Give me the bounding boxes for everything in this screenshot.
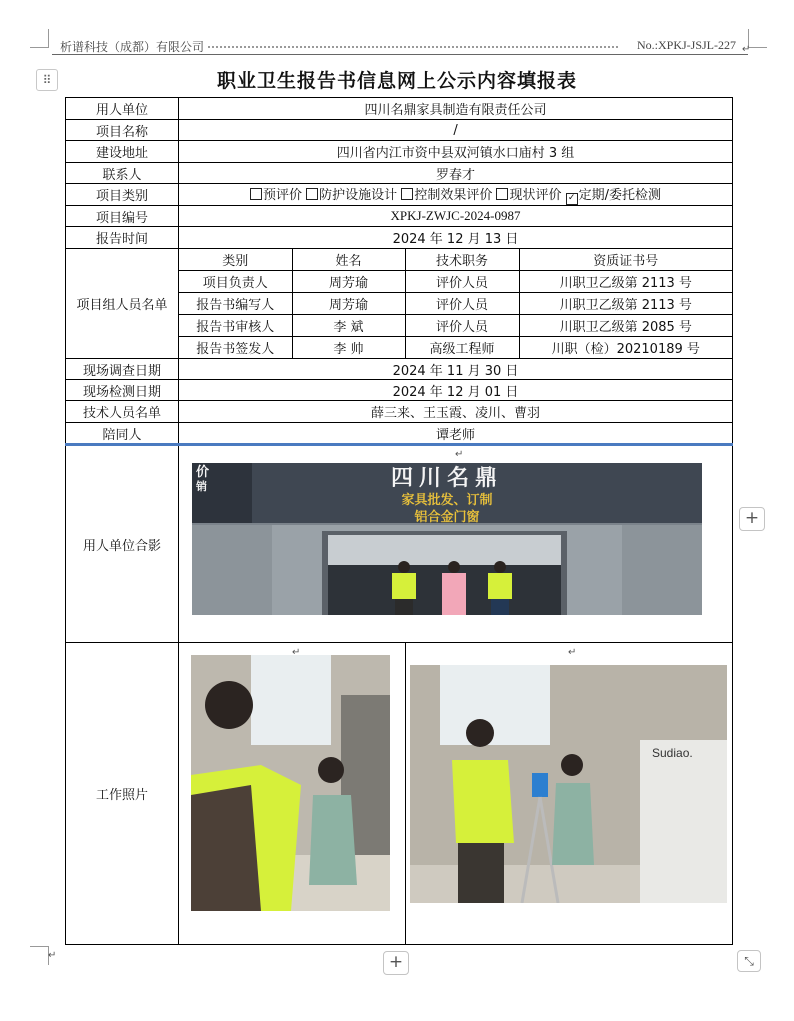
table-resize-icon[interactable]: ⤡ [737,950,761,972]
add-column-button[interactable]: + [739,507,765,531]
row-report-date [66,227,733,249]
team-name: 周芳瑜 [292,271,405,293]
work-photo-2-drawing [410,665,727,903]
sign-left-char-2: 销 [196,480,207,493]
team-cert: 川职卫乙级第 2113 号 [519,293,732,315]
team-header-role: 类别 [179,249,292,271]
sign-sub-text-2: 铝合金门窗 [414,510,480,525]
team-row [179,337,732,359]
paragraph-mark-icon: ↵ [292,647,301,658]
sign-sub-text-1: 家具批发、订制 [401,493,493,508]
value-employer: 四川名鼎家具制造有限责任公司 [179,98,733,120]
row-employer [66,98,733,120]
label-contact: 联系人 [66,163,179,184]
value-tech-staff: 薛三来、王玉霞、凌川、曹羽 [179,401,733,423]
row-project-type [66,184,733,206]
paragraph-mark-icon: ↵ [48,950,57,961]
value-survey-date: 2024 年 11 月 30 日 [179,359,733,380]
row-team [66,249,733,359]
label-survey-date: 现场调查日期 [66,359,179,380]
value-accompany: 谭老师 [179,423,733,445]
label-group-photo: 用人单位合影 [66,445,179,643]
work-photo-1-image [191,655,390,911]
team-header-name: 姓名 [292,249,405,271]
team-role: 项目负责人 [179,271,292,293]
option-status-eval[interactable]: 现状评价 [496,188,561,203]
label-project-no: 项目编号 [66,206,179,227]
label-employer: 用人单位 [66,98,179,120]
crop-mark-top-right [748,29,767,48]
label-tech-staff: 技术人员名单 [66,401,179,423]
paragraph-mark-icon: ↵ [568,647,577,658]
team-row [179,271,732,293]
checkbox-protection-design[interactable] [306,188,318,200]
checkbox-control-eval[interactable] [401,188,413,200]
option-protection-design[interactable]: 防护设施设计 [306,188,397,203]
value-address: 四川省内江市资中县双河镇水口庙村 3 组 [179,141,733,163]
option-periodic-detection[interactable]: ✓ 定期/委托检测 [566,188,661,203]
label-address: 建设地址 [66,141,179,163]
project-type-options [179,184,733,206]
page-title: 职业卫生报告书信息网上公示内容填报表 [216,70,577,92]
value-contact: 罗春才 [179,163,733,184]
label-project-type: 项目类别 [66,184,179,206]
team-title: 评价人员 [405,293,519,315]
row-project-name [66,120,733,141]
work-photo-1-drawing [191,655,390,911]
team-cell [179,249,733,359]
team-role: 报告书签发人 [179,337,292,359]
label-project-name: 项目名称 [66,120,179,141]
paragraph-mark-icon: ↵ [455,449,464,460]
sign-left-char: 价 [196,465,210,480]
header-company: 析谱科技（成都）有限公司 [60,40,205,54]
team-header-title: 技术职务 [405,249,519,271]
team-title: 评价人员 [405,315,519,337]
row-project-no [66,206,733,227]
row-address [66,141,733,163]
team-role: 报告书编写人 [179,293,292,315]
option-control-eval[interactable]: 控制效果评价 [401,188,492,203]
value-report-date: 2024 年 12 月 13 日 [179,227,733,249]
value-project-name: / [179,120,733,141]
team-name: 周芳瑜 [292,293,405,315]
label-report-date: 报告时间 [66,227,179,249]
row-detect-date [66,380,733,401]
add-row-button[interactable]: + [383,951,409,975]
team-title: 高级工程师 [405,337,519,359]
row-accompany [66,423,733,445]
crop-mark-top-left [30,29,49,48]
team-name: 李 帅 [292,337,405,359]
header-doc-number: No.:XPKJ-JSJL-227 [636,38,736,52]
team-cert: 川职卫乙级第 2113 号 [519,271,732,293]
row-survey-date [66,359,733,380]
group-photo-drawing [192,463,702,615]
checkbox-status-eval[interactable] [496,188,508,200]
team-table [179,249,732,358]
team-title: 评价人员 [405,271,519,293]
sudiao-brand-text: Sudiao. [652,746,693,760]
paragraph-mark-icon: ↵ [742,44,751,55]
label-team: 项目组人员名单 [66,249,179,359]
checkbox-pre-eval[interactable] [250,188,262,200]
sign-main-text: 四川名鼎 [390,466,504,491]
work-photo-2-image [410,665,727,903]
value-project-no: XPKJ-ZWJC-2024-0987 [179,206,733,227]
label-accompany: 陪同人 [66,423,179,445]
group-photo-image [192,463,702,615]
team-header-cert: 资质证书号 [519,249,732,271]
team-cert: 川职卫乙级第 2085 号 [519,315,732,337]
team-header-row [179,249,732,271]
value-detect-date: 2024 年 12 月 01 日 [179,380,733,401]
row-contact [66,163,733,184]
crop-mark-bottom-left [30,946,49,965]
table-move-handle-icon[interactable]: ⠿ [36,69,58,91]
header-leader-dots [208,46,618,48]
header-rule [52,54,748,55]
team-role: 报告书审核人 [179,315,292,337]
row-tech-staff [66,401,733,423]
label-detect-date: 现场检测日期 [66,380,179,401]
team-row [179,293,732,315]
team-cert: 川职（检）20210189 号 [519,337,732,359]
team-row [179,315,732,337]
checkbox-periodic-detection-checked-icon[interactable]: ✓ [566,193,578,205]
team-name: 李 斌 [292,315,405,337]
option-pre-eval[interactable]: 预评价 [250,188,302,203]
label-work-photos: 工作照片 [66,643,179,945]
